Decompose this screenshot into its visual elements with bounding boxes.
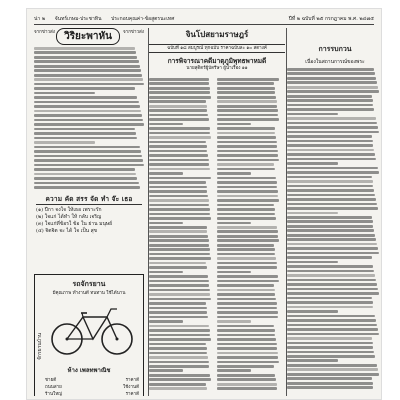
text-line xyxy=(217,226,277,229)
text-line xyxy=(287,297,372,300)
text-line xyxy=(149,82,209,85)
text-line xyxy=(149,257,211,260)
text-line xyxy=(149,87,210,90)
text-line xyxy=(287,113,338,116)
text-line xyxy=(149,343,206,346)
text-line xyxy=(217,369,251,372)
text-line xyxy=(34,137,137,140)
newspaper-page xyxy=(26,8,382,400)
text-line xyxy=(34,177,137,180)
poem-heading: ความ คัด สรร จัด ทำ จ๊ะ เธอ xyxy=(45,195,133,203)
text-line xyxy=(287,220,373,223)
text-line xyxy=(287,108,374,111)
bicycle-icon xyxy=(49,299,135,359)
issue-date: ปีที่ ๒ ฉบับที่ ๒๕ กรกฎาคม พ.ศ. ๒๔๗๕ xyxy=(288,16,374,22)
text-line xyxy=(149,275,208,278)
text-line xyxy=(149,150,207,153)
article-text xyxy=(149,78,211,396)
text-line xyxy=(287,315,375,318)
text-line xyxy=(34,150,141,153)
text-line xyxy=(149,118,209,121)
text-line xyxy=(217,91,275,94)
text-line xyxy=(34,114,142,117)
article-text xyxy=(287,68,379,396)
text-line xyxy=(149,284,209,287)
poem-block xyxy=(36,196,142,266)
text-line xyxy=(287,122,377,125)
text-line xyxy=(217,118,279,121)
text-line xyxy=(287,212,338,215)
text-line xyxy=(149,168,210,171)
text-line xyxy=(287,144,373,147)
text-line xyxy=(149,239,209,242)
text-line xyxy=(287,176,372,179)
text-line xyxy=(287,86,378,89)
text-line xyxy=(217,154,278,157)
text-line xyxy=(217,248,275,251)
text-line xyxy=(287,337,372,340)
text-line xyxy=(149,190,207,193)
text-line xyxy=(149,208,210,211)
text-line xyxy=(149,105,207,108)
text-line xyxy=(217,222,251,225)
bicycle-advertisement xyxy=(34,274,144,396)
text-line xyxy=(149,378,211,381)
text-line xyxy=(287,292,379,295)
text-line xyxy=(149,96,211,99)
text-line xyxy=(34,141,95,144)
text-line xyxy=(217,334,275,337)
text-line xyxy=(217,298,276,301)
text-line xyxy=(287,153,375,156)
text-line xyxy=(287,288,378,291)
text-line xyxy=(149,132,210,135)
text-line xyxy=(217,316,278,319)
text-line xyxy=(217,352,278,355)
text-line xyxy=(287,386,373,389)
text-line xyxy=(34,110,141,113)
text-line xyxy=(149,172,183,175)
text-line xyxy=(287,256,372,259)
text-line xyxy=(149,280,209,283)
text-line xyxy=(217,78,279,81)
text-line xyxy=(149,347,207,350)
text-line xyxy=(287,342,373,345)
text-line xyxy=(217,257,276,260)
ad-item-name: ถนนสาย xyxy=(45,385,62,390)
text-line xyxy=(287,351,374,354)
masthead-title: จินโปสยามราษฎร์ xyxy=(185,29,249,39)
text-line xyxy=(149,141,206,144)
text-line xyxy=(217,87,275,90)
text-line xyxy=(149,177,211,180)
text-line xyxy=(34,87,135,90)
text-line xyxy=(287,180,373,183)
text-line xyxy=(217,361,279,364)
text-line xyxy=(34,51,136,54)
page-number: น่า ๒ xyxy=(34,16,46,22)
text-line xyxy=(149,356,208,359)
text-line xyxy=(34,182,139,185)
text-line xyxy=(287,225,373,228)
text-line xyxy=(287,252,379,255)
text-line xyxy=(149,253,210,256)
text-line xyxy=(217,100,277,103)
ad-row xyxy=(45,384,139,391)
text-line xyxy=(149,159,209,162)
ad-item-value: ราคาดี xyxy=(125,378,139,383)
section-title: วิริยะพาหัน xyxy=(56,28,120,45)
text-line xyxy=(149,307,207,310)
text-line xyxy=(34,105,140,108)
text-line xyxy=(149,365,209,368)
text-line xyxy=(217,239,279,242)
text-line xyxy=(149,369,183,372)
text-line xyxy=(149,186,207,189)
text-line xyxy=(34,60,139,63)
text-line xyxy=(149,213,210,216)
text-line xyxy=(287,229,374,232)
text-line xyxy=(287,171,379,174)
text-line xyxy=(217,208,275,211)
text-line xyxy=(287,203,377,206)
text-line xyxy=(149,320,183,323)
poem-line: (๒) ใจแก่ ได้ทำ ให้ กลับ เจริญ xyxy=(36,214,102,220)
text-line xyxy=(217,230,278,233)
text-line xyxy=(34,128,135,131)
text-line xyxy=(217,302,277,305)
text-line xyxy=(149,262,206,265)
header-meta: ประกอบคุณค่า-ข้อสูตรนะเทศ xyxy=(111,16,175,22)
text-line xyxy=(217,186,277,189)
text-line xyxy=(287,194,375,197)
masthead xyxy=(149,28,285,72)
text-line xyxy=(149,91,210,94)
text-line xyxy=(217,365,274,368)
text-line xyxy=(149,329,210,332)
text-line xyxy=(287,261,338,264)
text-line xyxy=(287,270,374,273)
text-line xyxy=(149,383,206,386)
text-line xyxy=(217,262,277,265)
text-line xyxy=(149,127,210,130)
text-line xyxy=(149,226,207,229)
column-left xyxy=(34,28,144,396)
text-line xyxy=(217,177,276,180)
text-line xyxy=(217,213,275,216)
text-line xyxy=(149,163,209,166)
text-line xyxy=(287,301,373,304)
text-line xyxy=(217,204,274,207)
text-line xyxy=(34,164,144,167)
text-line xyxy=(34,83,144,86)
text-line xyxy=(287,368,378,371)
text-line xyxy=(217,190,278,193)
text-line xyxy=(217,141,277,144)
article-text xyxy=(34,47,144,192)
text-line xyxy=(217,320,251,323)
text-line xyxy=(287,216,372,219)
article-text xyxy=(217,78,279,396)
text-line xyxy=(287,333,379,336)
text-line xyxy=(287,185,373,188)
text-line xyxy=(287,77,376,80)
text-line xyxy=(287,247,378,250)
text-line xyxy=(287,279,376,282)
text-line xyxy=(287,90,379,93)
poem-line: (๔) จิตจิต จะ ได้ ใจ เป็น สุข xyxy=(36,228,98,234)
text-line xyxy=(34,56,137,59)
text-line xyxy=(149,199,209,202)
poem-line: (๑) ปีกา จงใจ ให้เธอ เพราะรัก xyxy=(36,207,102,213)
text-line xyxy=(217,325,274,328)
text-line xyxy=(287,364,377,367)
text-line xyxy=(287,310,338,313)
text-line xyxy=(287,377,372,380)
text-line xyxy=(287,135,372,138)
text-line xyxy=(34,119,143,122)
page-header xyxy=(34,14,374,25)
text-line xyxy=(287,243,377,246)
text-line xyxy=(287,68,374,71)
text-line xyxy=(217,127,275,130)
text-line xyxy=(34,96,137,99)
text-line xyxy=(34,123,144,126)
text-line xyxy=(287,274,375,277)
text-line xyxy=(287,355,375,358)
newspaper-name: จันทร์เกษม-ประชาทิน xyxy=(54,16,102,22)
text-line xyxy=(217,253,275,256)
text-line xyxy=(217,244,274,247)
text-line xyxy=(217,109,278,112)
text-line xyxy=(287,324,377,327)
text-line xyxy=(217,266,277,269)
text-line xyxy=(217,105,277,108)
text-line xyxy=(149,298,211,301)
text-line xyxy=(149,352,207,355)
text-line xyxy=(287,306,373,309)
column-right xyxy=(286,28,379,396)
text-line xyxy=(34,159,143,162)
text-line xyxy=(287,189,374,192)
text-line xyxy=(217,383,277,386)
text-line xyxy=(287,234,375,237)
text-line xyxy=(217,387,277,390)
text-line xyxy=(217,280,279,283)
text-line xyxy=(149,316,208,319)
text-line xyxy=(217,378,276,381)
text-line xyxy=(287,81,377,84)
text-line xyxy=(217,195,278,198)
text-line xyxy=(149,289,210,292)
text-line xyxy=(287,104,373,107)
text-line xyxy=(34,168,135,171)
text-line xyxy=(217,114,278,117)
text-line xyxy=(149,387,207,390)
text-line xyxy=(149,78,209,81)
text-line xyxy=(287,149,374,152)
text-line xyxy=(149,145,207,148)
text-line xyxy=(149,235,208,238)
text-line xyxy=(149,325,209,328)
text-line xyxy=(287,346,373,349)
tag-right: จากข่าวส่ง xyxy=(123,30,144,35)
text-line xyxy=(149,154,208,157)
article-title: การพิจารณาคดีมาตุภูมิพุทธพาหมดี xyxy=(167,57,267,65)
text-line xyxy=(149,114,208,117)
text-line xyxy=(34,132,136,135)
text-line xyxy=(217,181,277,184)
text-line xyxy=(149,217,211,220)
text-line xyxy=(217,347,277,350)
text-line xyxy=(34,78,143,81)
text-line xyxy=(149,374,210,377)
text-line xyxy=(34,146,140,149)
text-line xyxy=(217,356,278,359)
text-line xyxy=(217,343,277,346)
text-line xyxy=(217,123,251,126)
text-line xyxy=(217,307,277,310)
text-line xyxy=(217,217,276,220)
text-line xyxy=(217,136,276,139)
text-line xyxy=(287,126,378,129)
text-line xyxy=(217,235,278,238)
text-line xyxy=(217,82,274,85)
text-line xyxy=(287,382,373,385)
text-line xyxy=(217,275,278,278)
text-line xyxy=(149,248,210,251)
text-line xyxy=(217,145,277,148)
ad-headline: รถจักรยาน xyxy=(72,279,106,288)
text-line xyxy=(149,361,209,364)
text-line xyxy=(287,95,372,98)
text-line xyxy=(149,123,183,126)
text-line xyxy=(149,334,210,337)
text-line xyxy=(287,238,376,241)
ad-item-name: ร้านใหญ่ xyxy=(45,392,63,396)
text-line xyxy=(149,302,206,305)
text-line xyxy=(34,65,140,68)
text-line xyxy=(287,162,338,165)
text-line xyxy=(287,131,379,134)
text-line xyxy=(217,199,279,202)
text-line xyxy=(287,140,373,143)
divider xyxy=(36,204,142,205)
article-byline: นายสุดิดร์ผู้บัดรีษา ผู้นำเรื่อง ๑๑ xyxy=(186,66,248,71)
text-line xyxy=(149,195,208,198)
ad-item-value: ใช้งานดี xyxy=(123,385,139,390)
text-line xyxy=(149,109,207,112)
tag-left: จากข่าวส่ง xyxy=(34,30,55,35)
text-line xyxy=(149,338,211,341)
text-line xyxy=(149,293,210,296)
article-headline: การรบกวน xyxy=(318,44,352,53)
text-line xyxy=(217,329,275,332)
text-line xyxy=(217,338,276,341)
ad-side-text: จักรยานบ้าน xyxy=(37,332,43,360)
text-line xyxy=(34,155,142,158)
text-line xyxy=(149,204,209,207)
text-line xyxy=(34,47,135,50)
text-line xyxy=(217,271,251,274)
ad-list xyxy=(45,377,139,396)
ad-row xyxy=(45,377,139,384)
text-line xyxy=(34,186,140,189)
text-line xyxy=(287,167,378,170)
text-line xyxy=(217,150,278,153)
ad-subheading: มีคุณภาพ ทำงานดี ทนทาน ใช้ได้นาน xyxy=(52,291,126,296)
text-line xyxy=(149,311,207,314)
text-line xyxy=(217,293,275,296)
column-center xyxy=(148,28,285,396)
text-line xyxy=(217,172,251,175)
text-line xyxy=(149,100,206,103)
text-line xyxy=(34,92,95,95)
text-line xyxy=(149,271,183,274)
ad-row xyxy=(45,391,139,396)
text-line xyxy=(287,328,378,331)
text-line xyxy=(217,289,275,292)
masthead-subline: ฉบับที่ ๑๘ สมบูรณ์ ทุกฉบับ ราคาฉบับละ ๑๐ สตางค์ xyxy=(149,44,285,53)
text-line xyxy=(287,99,373,102)
article-subheading: เนื่องในสถานการณ์ของพระ xyxy=(305,59,365,65)
text-line xyxy=(287,198,376,201)
text-line xyxy=(217,168,275,171)
text-line xyxy=(287,117,376,120)
text-line xyxy=(287,373,379,376)
text-line xyxy=(149,266,207,269)
text-line xyxy=(149,244,209,247)
text-line xyxy=(217,159,279,162)
text-line xyxy=(217,374,275,377)
text-line xyxy=(149,181,206,184)
text-line xyxy=(287,72,375,75)
text-line xyxy=(217,311,278,314)
text-line xyxy=(217,284,274,287)
text-line xyxy=(149,230,207,233)
ad-item-value: ราคาดี xyxy=(125,392,139,396)
text-line xyxy=(34,101,139,104)
text-line xyxy=(287,319,376,322)
text-line xyxy=(34,173,136,176)
text-line xyxy=(287,265,373,268)
text-line xyxy=(34,69,141,72)
text-line xyxy=(34,74,142,77)
text-line xyxy=(217,96,276,99)
text-line xyxy=(287,207,378,210)
text-line xyxy=(287,283,377,286)
text-line xyxy=(149,136,211,139)
ad-item-name: ชายดี xyxy=(45,378,57,383)
text-line xyxy=(287,158,376,161)
poem-line: (๓) ใจแก่ที่ข้อรใ ข้อ ใน ย่าน มนุษย์ xyxy=(36,221,113,227)
store-name: ห้าง เพลทพาณิช xyxy=(67,367,111,374)
text-line xyxy=(287,359,338,362)
text-line xyxy=(217,132,275,135)
text-line xyxy=(149,222,183,225)
text-line xyxy=(217,163,274,166)
